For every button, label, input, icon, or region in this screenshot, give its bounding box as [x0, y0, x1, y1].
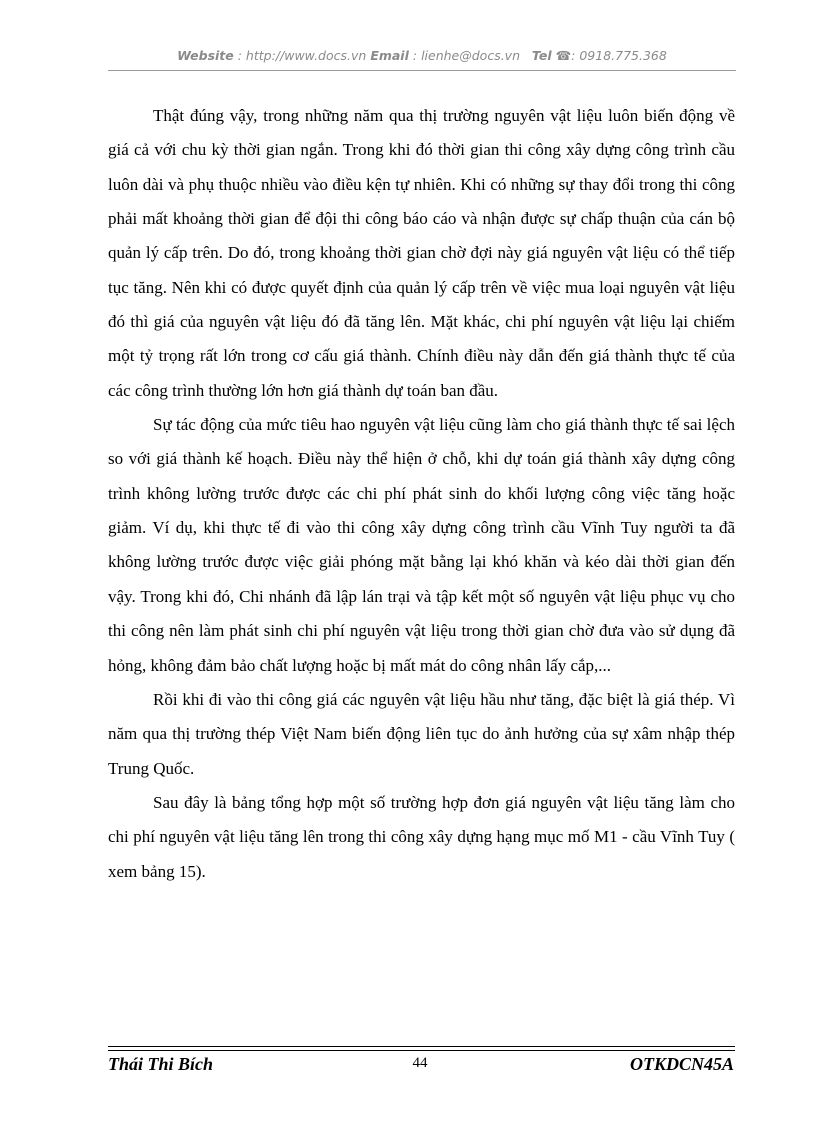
footer-divider-thick	[108, 1046, 735, 1047]
paragraph-2: Sự tác động của mức tiêu hao nguyên vật liệu cũng làm cho giá thành thực tế sai lệch so với giá thành kế hoạch. Điều này thể hiện ở chỗ, khi dự toán giá thành xây dựng công trình không lường trước được các chi phí phát sinh do khối lượng công việc tăng hoặc giảm. Ví dụ, khi thực tế đi vào thi công xây dựng công trình cầu Vĩnh Tuy người ta đã không lường trước được việc giải phóng mặt bằng lại khó khăn và kéo dài thời gian đến vậy. Trong khi đó, Chi nhánh đã lập lán trại và tập kết một số nguyên vật liệu phục vụ cho thi công nên làm phát sinh chi phí nguyên vật liệu trong thời gian chờ đưa vào sử dụng đã hỏng, không đảm bảo chất lượng hoặc bị mất mát do công nhân lấy cắp,...	[108, 415, 735, 675]
email-label: Email	[370, 48, 409, 63]
footer-class-code: OTKDCN45A	[629, 1054, 734, 1074]
footer-author: Thái Thi Bích	[108, 1054, 214, 1074]
website-separator: :	[233, 48, 246, 63]
tel-number: : 0918.775.368	[571, 48, 667, 63]
website-url[interactable]: http://www.docs.vn	[245, 48, 367, 63]
page-number: 44	[412, 1055, 428, 1071]
email-separator: :	[408, 48, 422, 63]
website-label: Website	[177, 48, 234, 63]
tel-label: Tel	[531, 48, 552, 63]
header-divider	[108, 70, 736, 71]
footer-divider-thin	[108, 1050, 735, 1051]
phone-icon: ☎	[555, 48, 572, 63]
paragraph-4: Sau đây là bảng tổng hợp một số trường hợp đơn giá nguyên vật liệu tăng làm cho chi phí nguyên vật liệu tăng lên trong thi công xây dựng hạng mục mố M1 - cầu Vĩnh Tuy ( xem bảng 15).	[108, 792, 735, 881]
paragraph-1: Thật đúng vậy, trong những năm qua thị trường nguyên vật liệu luôn biến động về giá cả với chu kỳ thời gian ngắn. Trong khi đó thời gian thi công xây dựng công trình cầu luôn dài và phụ thuộc nhiều vào điều kện tự nhiên. Khi có những sự thay đổi trong thi công phải mất khoảng thời gian để đội thi công báo cáo và nhận được sự chấp thuận của cán bộ quản lý cấp trên. Do đó, trong khoảng thời gian chờ đợi này giá nguyên vật liệu có thể tiếp tục tăng. Nên khi có được quyết định của quản lý cấp trên về việc mua loại nguyên vật liệu đó thì giá của nguyên vật liệu đó đã tăng lên. Mặt khác, chi phí nguyên vật liệu lại chiếm một tỷ trọng rất lớn trong cơ cấu giá thành. Chính điều này dẫn đến giá thành thực tế của các công trình thường lớn hơn giá thành dự toán ban đầu.	[108, 106, 735, 400]
paragraph-3: Rồi khi đi vào thi công giá các nguyên vật liệu hầu như tăng, đặc biệt là giá thép. Vì năm qua thị trường thép Việt Nam biến động liên tục do ảnh hưởng của sự xâm nhập thép Trung Quốc.	[108, 689, 735, 778]
page-header	[108, 48, 736, 63]
email-address[interactable]: lienhe@docs.vn	[421, 48, 520, 63]
document-body	[108, 99, 735, 889]
